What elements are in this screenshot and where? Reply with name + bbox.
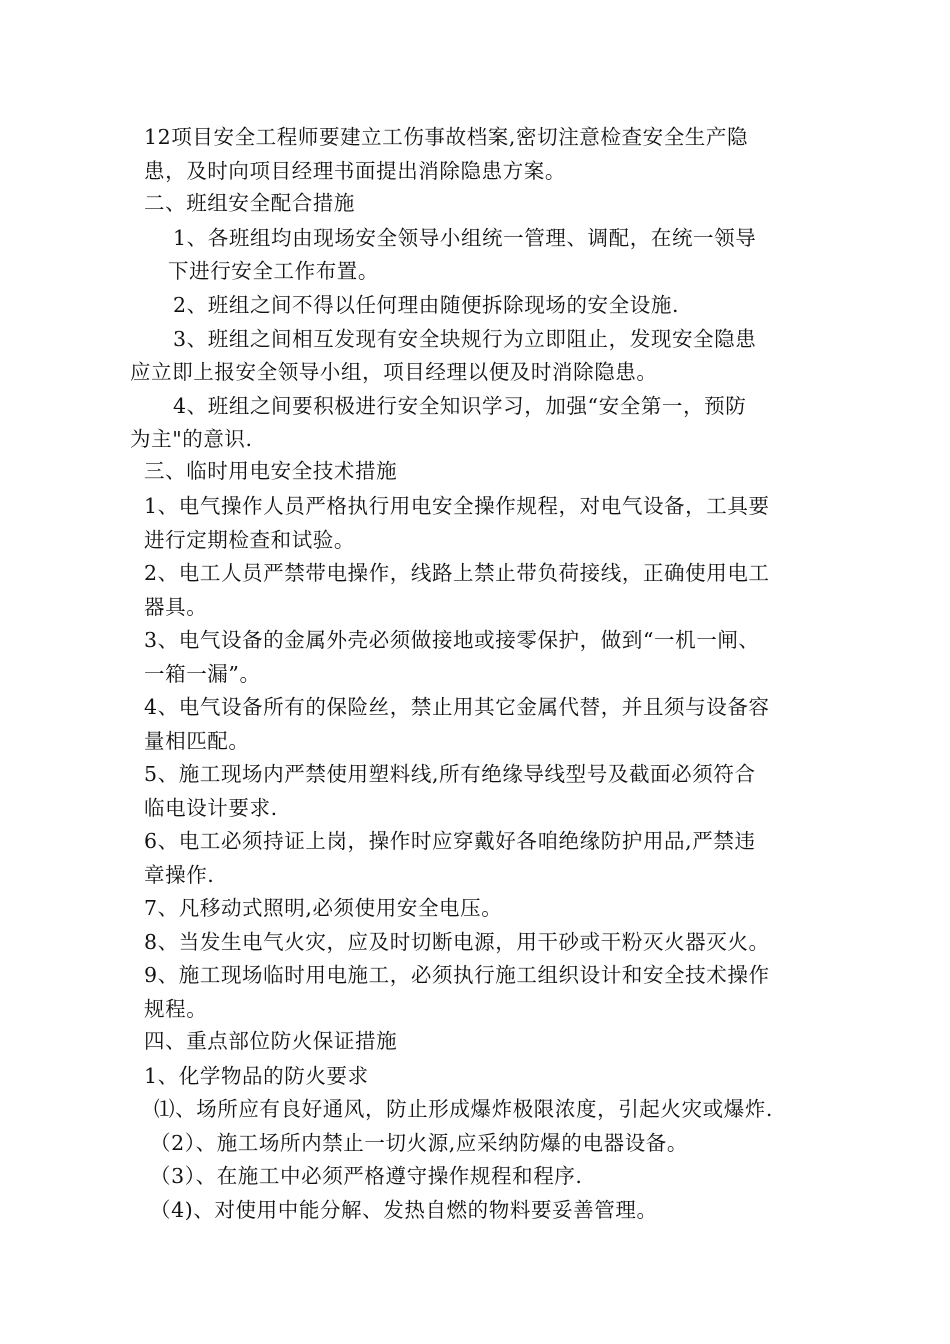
text-line: 章操作. [144, 863, 215, 887]
text-line: 4、班组之间要积极进行安全知识学习，加强“安全第一，预防 [173, 394, 747, 418]
text-line: 应立即上报安全领导小组，项目经理以便及时消除隐患。 [130, 360, 658, 384]
text-line: 3、电气设备的金属外壳必须做接地或接零保护，做到“一机一闸、 [144, 628, 760, 652]
section-heading: 三、临时用电安全技术措施 [144, 459, 398, 483]
text-line: 1、电气操作人员严格执行用电安全操作规程，对电气设备，工具要 [144, 494, 770, 518]
text-line: ⑴、场所应有良好通风，防止形成爆炸极限浓度，引起火灾或爆炸. [154, 1097, 774, 1121]
text-line: 5、施工现场内严禁使用塑料线,所有绝缘导线型号及截面必须符合 [144, 762, 756, 786]
text-line: 器具。 [144, 595, 208, 619]
text-line: 一箱一漏”。 [144, 662, 261, 686]
text-line: 1、各班组均由现场安全领导小组统一管理、调配，在统一领导 [173, 226, 757, 250]
text-line: 3、班组之间相互发现有安全块规行为立即阻止，发现安全隐患 [173, 327, 757, 351]
section-heading: 二、班组安全配合措施 [144, 191, 355, 215]
text-line: 为主"的意识. [130, 427, 253, 451]
text-line: 7、凡移动式照明,必须使用安全电压。 [144, 896, 503, 920]
text-line: 8、当发生电气火灾，应及时切断电源，用干砂或干粉灭火器灭火。 [144, 930, 770, 954]
text-line: 临电设计要求. [144, 796, 278, 820]
text-line: 2、班组之间不得以任何理由随便拆除现场的安全设施. [173, 293, 680, 317]
text-line: （3）、在施工中必须严格遵守操作规程和程序. [150, 1164, 583, 1188]
text-line: 规程。 [144, 997, 208, 1021]
text-line: 12项目安全工程师要建立工伤事故档案,密切注意检查安全生产隐 [144, 125, 749, 149]
text-line: （4)、对使用中能分解、发热自燃的物料要妥善管理。 [150, 1198, 658, 1222]
text-line: 量相匹配。 [144, 729, 250, 753]
text-line: 9、施工现场临时用电施工，必须执行施工组织设计和安全技术操作 [144, 963, 770, 987]
text-line: 下进行安全工作布置。 [168, 259, 379, 283]
section-heading: 四、重点部位防火保证措施 [144, 1029, 398, 1053]
text-line: 进行定期检查和试验。 [144, 528, 355, 552]
text-line: 2、电工人员严禁带电操作，线路上禁止带负荷接线，正确使用电工 [144, 561, 770, 585]
text-line: 6、电工必须持证上岗，操作时应穿戴好各咱绝缘防护用品,严禁违 [144, 829, 756, 853]
text-line: 4、电气设备所有的保险丝，禁止用其它金属代替，并且须与设备容 [144, 695, 770, 719]
subsection-heading: 1、化学物品的防火要求 [144, 1064, 369, 1088]
text-line: （2）、施工场所内禁止一切火源,应采纳防爆的电器设备。 [150, 1131, 689, 1155]
text-line: 患，及时向项目经理书面提出消除隐患方案。 [144, 159, 566, 183]
